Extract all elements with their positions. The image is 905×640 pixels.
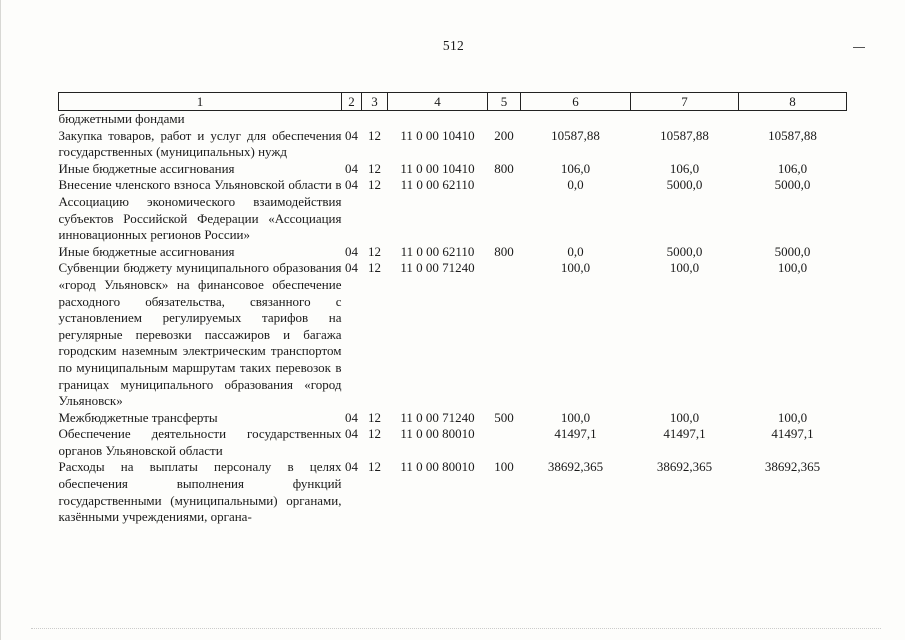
row-amount-col7: [631, 111, 739, 128]
table-row: [59, 426, 847, 459]
row-amount-col8: 10587,88: [768, 127, 817, 143]
row-amount-col7: 5000,0: [666, 177, 703, 193]
row-section: 04: [345, 160, 358, 176]
row-target-article: 11 0 00 80010: [400, 459, 475, 475]
row-expense-type: 500: [494, 409, 514, 425]
row-subsection: 12: [368, 409, 381, 425]
table-row: [59, 111, 847, 128]
row-amount-col8: 106,0: [777, 160, 808, 176]
row-amount-col7: 38692,365: [656, 459, 713, 475]
row-amount-col7: 100,0: [669, 260, 700, 276]
row-target-article: 11 0 00 10410: [400, 127, 475, 143]
row-amount-col6: 0,0: [567, 177, 584, 193]
margin-mark: [853, 47, 865, 48]
row-amount-col8: 41497,1: [771, 426, 814, 442]
row-description: Расходы на выплаты персоналу в целях обеспечения выполнения функций государственными (муниципальными) органами, казёнными учреждениями, органа-: [58, 459, 342, 525]
row-amount-col8: [739, 111, 847, 128]
row-section: 04: [345, 127, 358, 143]
row-expense-type: [488, 177, 521, 243]
column-header-6: 6: [521, 93, 631, 111]
row-amount-col6: 100,0: [560, 409, 591, 425]
row-section: 04: [345, 177, 358, 193]
table-row: [59, 410, 847, 427]
row-expense-type: [488, 426, 521, 459]
row-subsection: 12: [368, 426, 381, 442]
row-amount-col6: 0,0: [567, 243, 584, 259]
row-amount-col6: [521, 111, 631, 128]
row-description: Обеспечение деятельности государственных органов Ульяновской области: [58, 426, 342, 458]
row-target-article: 11 0 00 62110: [400, 177, 475, 193]
table-row: [59, 177, 847, 243]
table-row: [59, 161, 847, 178]
header-row: [59, 93, 847, 111]
row-description: Иные бюджетные ассигнования: [58, 243, 235, 259]
row-amount-col6: 106,0: [560, 160, 591, 176]
row-amount-col8: 38692,365: [764, 459, 821, 475]
row-target-article: 11 0 00 80010: [400, 426, 475, 442]
row-amount-col7: 10587,88: [660, 127, 709, 143]
column-header-4: 4: [388, 93, 488, 111]
row-description: Иные бюджетные ассигнования: [58, 160, 235, 176]
row-description: Межбюджетные трансферты: [58, 409, 218, 425]
row-target-article: [388, 111, 488, 128]
row-amount-col6: 38692,365: [547, 459, 604, 475]
table-row: [59, 128, 847, 161]
row-section: 04: [345, 409, 358, 425]
row-expense-type: [488, 111, 521, 128]
row-amount-col8: 5000,0: [774, 243, 811, 259]
row-amount-col8: 5000,0: [774, 177, 811, 193]
scan-edge-noise: [31, 628, 881, 631]
table-row: [59, 260, 847, 409]
table-row: [59, 244, 847, 261]
row-target-article: 11 0 00 62110: [400, 243, 475, 259]
row-expense-type: 800: [494, 160, 514, 176]
row-section: 04: [345, 426, 358, 442]
row-section: [342, 111, 362, 128]
row-subsection: 12: [368, 459, 381, 475]
row-amount-col8: 100,0: [777, 409, 808, 425]
table-row: [59, 459, 847, 525]
row-subsection: 12: [368, 127, 381, 143]
row-amount-col7: 41497,1: [663, 426, 706, 442]
column-header-2: 2: [342, 93, 362, 111]
row-description: бюджетными фондами: [58, 111, 185, 126]
row-subsection: 12: [368, 177, 381, 193]
column-header-5: 5: [488, 93, 521, 111]
page-number: 512: [442, 38, 465, 53]
row-expense-type: 200: [494, 127, 514, 143]
row-amount-col7: 100,0: [669, 409, 700, 425]
row-description: Закупка товаров, работ и услуг для обеспечения государственных (муниципальных) нужд: [58, 127, 342, 160]
row-section: 04: [345, 243, 358, 259]
row-subsection: 12: [368, 160, 381, 176]
row-amount-col6: 10587,88: [551, 127, 600, 143]
row-amount-col7: 5000,0: [666, 243, 703, 259]
row-expense-type: 800: [494, 243, 514, 259]
row-subsection: [362, 111, 388, 128]
row-target-article: 11 0 00 71240: [400, 409, 475, 425]
row-description: Внесение членского взноса Ульяновской области в Ассоциацию экономического взаимодействия субъектов Российской Федерации «Ассоциация инновационных регионов России»: [58, 177, 342, 243]
column-header-1: 1: [59, 93, 342, 111]
row-target-article: 11 0 00 10410: [400, 160, 475, 176]
row-amount-col7: 106,0: [669, 160, 700, 176]
column-header-8: 8: [739, 93, 847, 111]
row-amount-col6: 41497,1: [554, 426, 597, 442]
row-section: 04: [345, 260, 358, 276]
column-header-7: 7: [631, 93, 739, 111]
row-expense-type: [488, 260, 521, 409]
row-target-article: 11 0 00 71240: [400, 260, 475, 276]
row-amount-col8: 100,0: [777, 260, 808, 276]
row-subsection: 12: [368, 260, 381, 276]
row-section: 04: [345, 459, 358, 475]
column-header-3: 3: [362, 93, 388, 111]
row-expense-type: 100: [494, 459, 514, 475]
row-amount-col6: 100,0: [560, 260, 591, 276]
row-subsection: 12: [368, 243, 381, 259]
budget-table: [58, 92, 847, 526]
row-description: Субвенции бюджету муниципального образования «город Ульяновск» на финансовое обеспечение расходного обязательства, связанного с установлением регулируемых тарифов на регулярные перевозки пассажиров и багажа городским наземным электрическим транспортом по муниципальным маршрутам таких перевозок в границах муниципального образования «город Ульяновск»: [58, 260, 342, 409]
